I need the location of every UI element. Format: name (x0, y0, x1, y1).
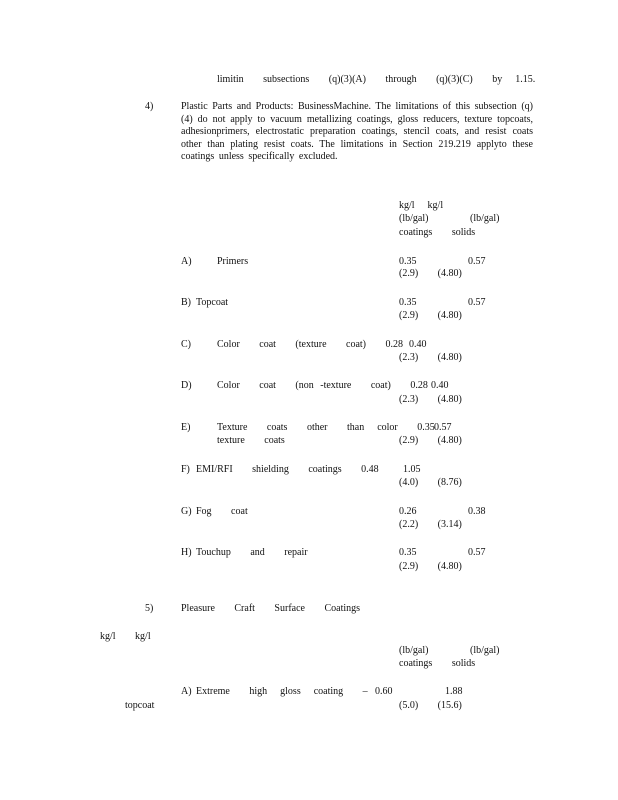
item-name: Topcoat (196, 297, 229, 308)
item-name: Color coat (texture coat) 0.28 (217, 339, 404, 350)
item-letter: B) (181, 297, 191, 308)
solids-kg-value: 1.05 (403, 464, 421, 475)
solids-kg-value: 0.57 (434, 422, 452, 433)
lbgal-values: (2.2) (3.14) (399, 519, 462, 530)
item-letter: C) (181, 339, 191, 350)
intro-line: limitin subsections (q)(3)(A) through (q)(3)(C) by 1.15. (217, 74, 536, 85)
item-name: Fog coat (196, 506, 248, 517)
lbgal-values: (5.0) (15.6) (399, 700, 462, 711)
lbgal-values: (2.3) (4.80) (399, 352, 462, 363)
item-name: Primers (217, 256, 249, 267)
item-letter: E) (181, 422, 191, 433)
coatings-kg-value: 0.35 (399, 256, 417, 267)
s4-header-kg: kg/l kg/l (399, 200, 444, 211)
section-5-number: 5) (145, 603, 154, 614)
solids-kg-value: 0.57 (468, 547, 486, 558)
solids-kg-value: 0.57 (468, 297, 486, 308)
item-letter: A) (181, 686, 192, 697)
coatings-kg-value: 0.35 (399, 547, 417, 558)
s5-header-kg: kg/l kg/l (100, 631, 151, 642)
s4-header-lbgal-solids: (lb/gal) (470, 213, 500, 224)
solids-kg-value: 0.57 (468, 256, 486, 267)
lbgal-values: (2.9) (4.80) (399, 268, 462, 279)
s5-header-lbgal-solids: (lb/gal) (470, 645, 500, 656)
lbgal-values: (2.9) (4.80) (399, 310, 462, 321)
s4-header-lbgal-coatings: (lb/gal) (399, 213, 429, 224)
lbgal-values: (2.9) (4.80) (399, 435, 462, 446)
solids-kg-value: 0.40 (431, 380, 449, 391)
item-letter: A) (181, 256, 192, 267)
item-letter: D) (181, 380, 192, 391)
solids-kg-value: 1.88 (445, 686, 463, 697)
coatings-kg-value: 0.35 (399, 297, 417, 308)
item-name: Color coat (non -texture coat) 0.28 (217, 380, 428, 391)
item-name: Touchup and repair (196, 547, 308, 558)
section-5-title: Pleasure Craft Surface Coatings (181, 603, 361, 614)
item-letter: G) (181, 506, 192, 517)
lbgal-values: (4.0) (8.76) (399, 477, 462, 488)
coatings-kg-value: 0.60 (375, 686, 393, 697)
s5-header-lbgal-coatings: (lb/gal) (399, 645, 429, 656)
coatings-kg-value: 0.26 (399, 506, 417, 517)
item-name: Extreme high gloss coating – (196, 686, 368, 697)
item-name: Texture coats other than color 0.35 (217, 422, 435, 433)
item-name-continued: texture coats (217, 435, 285, 446)
s4-header-coatings-solids: coatings solids (399, 227, 476, 238)
lbgal-values: (2.9) (4.80) (399, 561, 462, 572)
s5-header-coatings-solids: coatings solids (399, 658, 476, 669)
section-4-paragraph: Plastic Parts and Products: BusinessMachine. The limitations of this subsection (q)(4) do not apply to vacuum metallizing coatings, gloss reducers, texture topcoats, adhesionprimers, electrostatic preparation coatings, stencil coats, and resist coats other than plating resist coats. The limitations in Section 219.219 applyto these coatings unless specifically excluded. (181, 101, 533, 162)
solids-kg-value: 0.38 (468, 506, 486, 517)
item-letter: F) (181, 464, 190, 475)
section-4-number: 4) (145, 101, 154, 112)
item-name: EMI/RFI shielding coatings 0.48 (196, 464, 379, 475)
lbgal-values: (2.3) (4.80) (399, 394, 462, 405)
item-name-continued: topcoat (125, 700, 155, 711)
solids-kg-value: 0.40 (409, 339, 427, 350)
item-letter: H) (181, 547, 192, 558)
